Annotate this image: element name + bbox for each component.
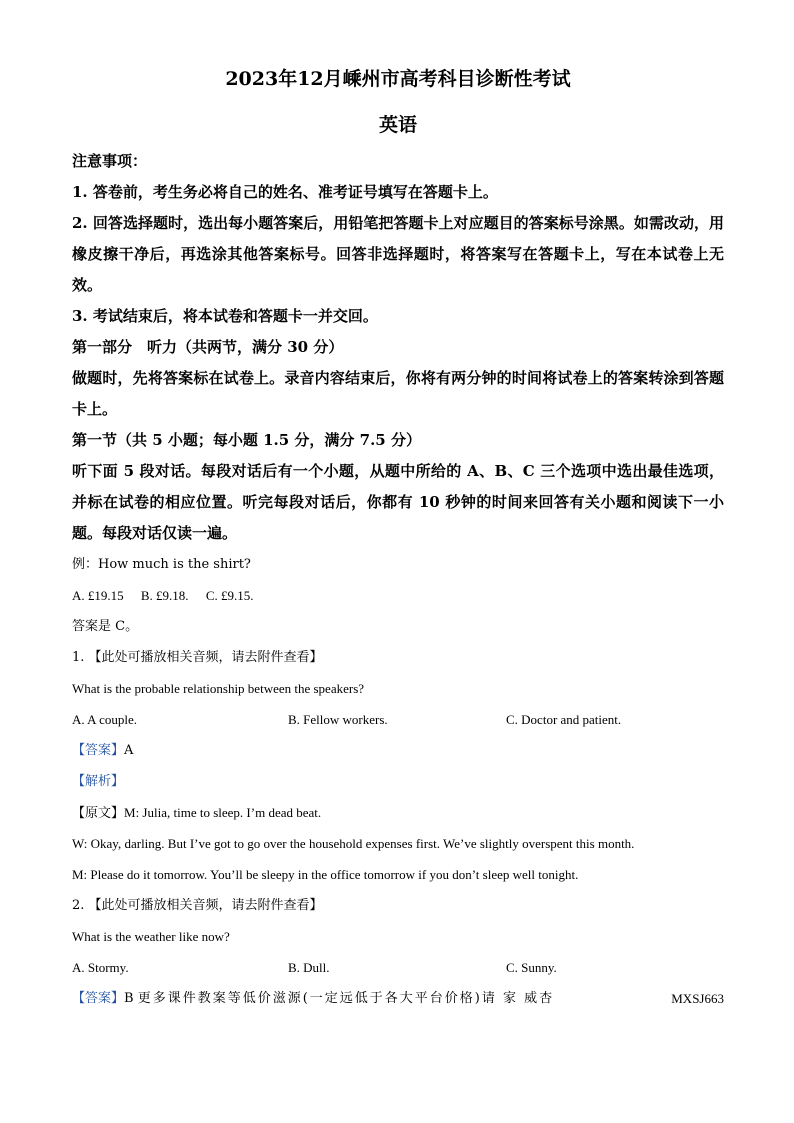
- example-option-c: C. £9.15.: [205, 588, 254, 603]
- q2-answer: [72, 983, 554, 1014]
- section1-heading: 第一节（共 5 小题；每小题 1.5 分，满分 7.5 分）: [72, 431, 421, 449]
- answer-tag: 【答案】: [72, 743, 125, 758]
- answer-tag: 【答案】: [72, 991, 125, 1006]
- q1-options: [72, 704, 724, 735]
- exam-subject: 英语: [378, 114, 417, 136]
- notice-item-1: 1. 答卷前，考生务必将自己的姓名、准考证号填写在答题卡上。: [72, 183, 498, 201]
- example-answer: 答案是 C。: [72, 619, 139, 634]
- example-question: 例：How much is the shirt?: [72, 557, 251, 572]
- q2-answer-value: B: [124, 991, 134, 1006]
- q1-option-b: B. Fellow workers.: [288, 712, 388, 727]
- q1-header: 1. 【此处可播放相关音频，请去附件查看】: [72, 650, 323, 665]
- q2-option-b: B. Dull.: [288, 960, 330, 975]
- part1-heading: 第一部分 听力（共两节，满分 30 分）: [72, 338, 344, 356]
- q1-option-c: C. Doctor and patient.: [506, 712, 622, 727]
- document-code: MXSJ663: [671, 991, 724, 1006]
- q1-analysis: [72, 766, 724, 797]
- q1-option-a: A. A couple.: [72, 712, 137, 727]
- example-options: [72, 580, 724, 611]
- q2-options: [72, 952, 724, 983]
- q1-answer: [72, 735, 724, 766]
- notice-item-3: 3. 考试结束后，将本试卷和答题卡一并交回。: [72, 307, 378, 325]
- notice-heading: 注意事项：: [72, 152, 148, 170]
- q1-transcript-line-1: [72, 797, 724, 828]
- part1-instruction: 做题时，先将答案标在试卷上。录音内容结束后，你将有两分钟的时间将试卷上的答案转涂到答题卡上。: [72, 369, 724, 418]
- section1-instruction: 听下面 5 段对话。每段对话后有一个小题，从题中所给的 A、B、C 三个选项中选出最佳选项，并标在试卷的相应位置。听完每段对话后，你都有 10 秒钟的时间来回答有关小题和阅读下一小题。每段对话仅读一遍。: [72, 462, 724, 542]
- q2-answer-line: [72, 983, 724, 1014]
- q1-question: What is the probable relationship between the speakers?: [72, 681, 365, 696]
- q1-transcript-line-2: W: Okay, darling. But I’ve got to go over the household expenses first. We’ve slightly overspent this month.: [72, 836, 635, 851]
- transcript-text-1: M: Julia, time to sleep. I’m dead beat.: [124, 805, 322, 820]
- q1-answer-value: A: [124, 743, 134, 758]
- analysis-tag: 【解析】: [72, 774, 125, 789]
- q2-option-a: A. Stormy.: [72, 960, 129, 975]
- q2-header: 2. 【此处可播放相关音频，请去附件查看】: [72, 898, 323, 913]
- q1-transcript-line-3: M: Please do it tomorrow. You’ll be sleepy in the office tomorrow if you don’t sleep well tonight.: [72, 867, 579, 882]
- exam-page: [72, 66, 724, 1014]
- q2-answer-trailer: 更多课件教案等低价滋源(一定远低于各大平台价格)请 家 威杏: [137, 991, 555, 1006]
- example-option-a: A. £19.15: [72, 588, 124, 603]
- example-option-b: B. £9.18.: [140, 588, 189, 603]
- q2-option-c: C. Sunny.: [506, 960, 557, 975]
- exam-title: 2023年12月嵊州市高考科目诊断性考试: [225, 68, 571, 90]
- notice-item-2: 2. 回答选择题时，选出每小题答案后，用铅笔把答题卡上对应题目的答案标号涂黑。如需改动，用橡皮擦干净后，再选涂其他答案标号。回答非选择题时，将答案写在答题卡上，写在本试卷上无效。: [72, 214, 724, 294]
- original-tag: 【原文】: [72, 805, 125, 820]
- q2-question: What is the weather like now?: [72, 929, 230, 944]
